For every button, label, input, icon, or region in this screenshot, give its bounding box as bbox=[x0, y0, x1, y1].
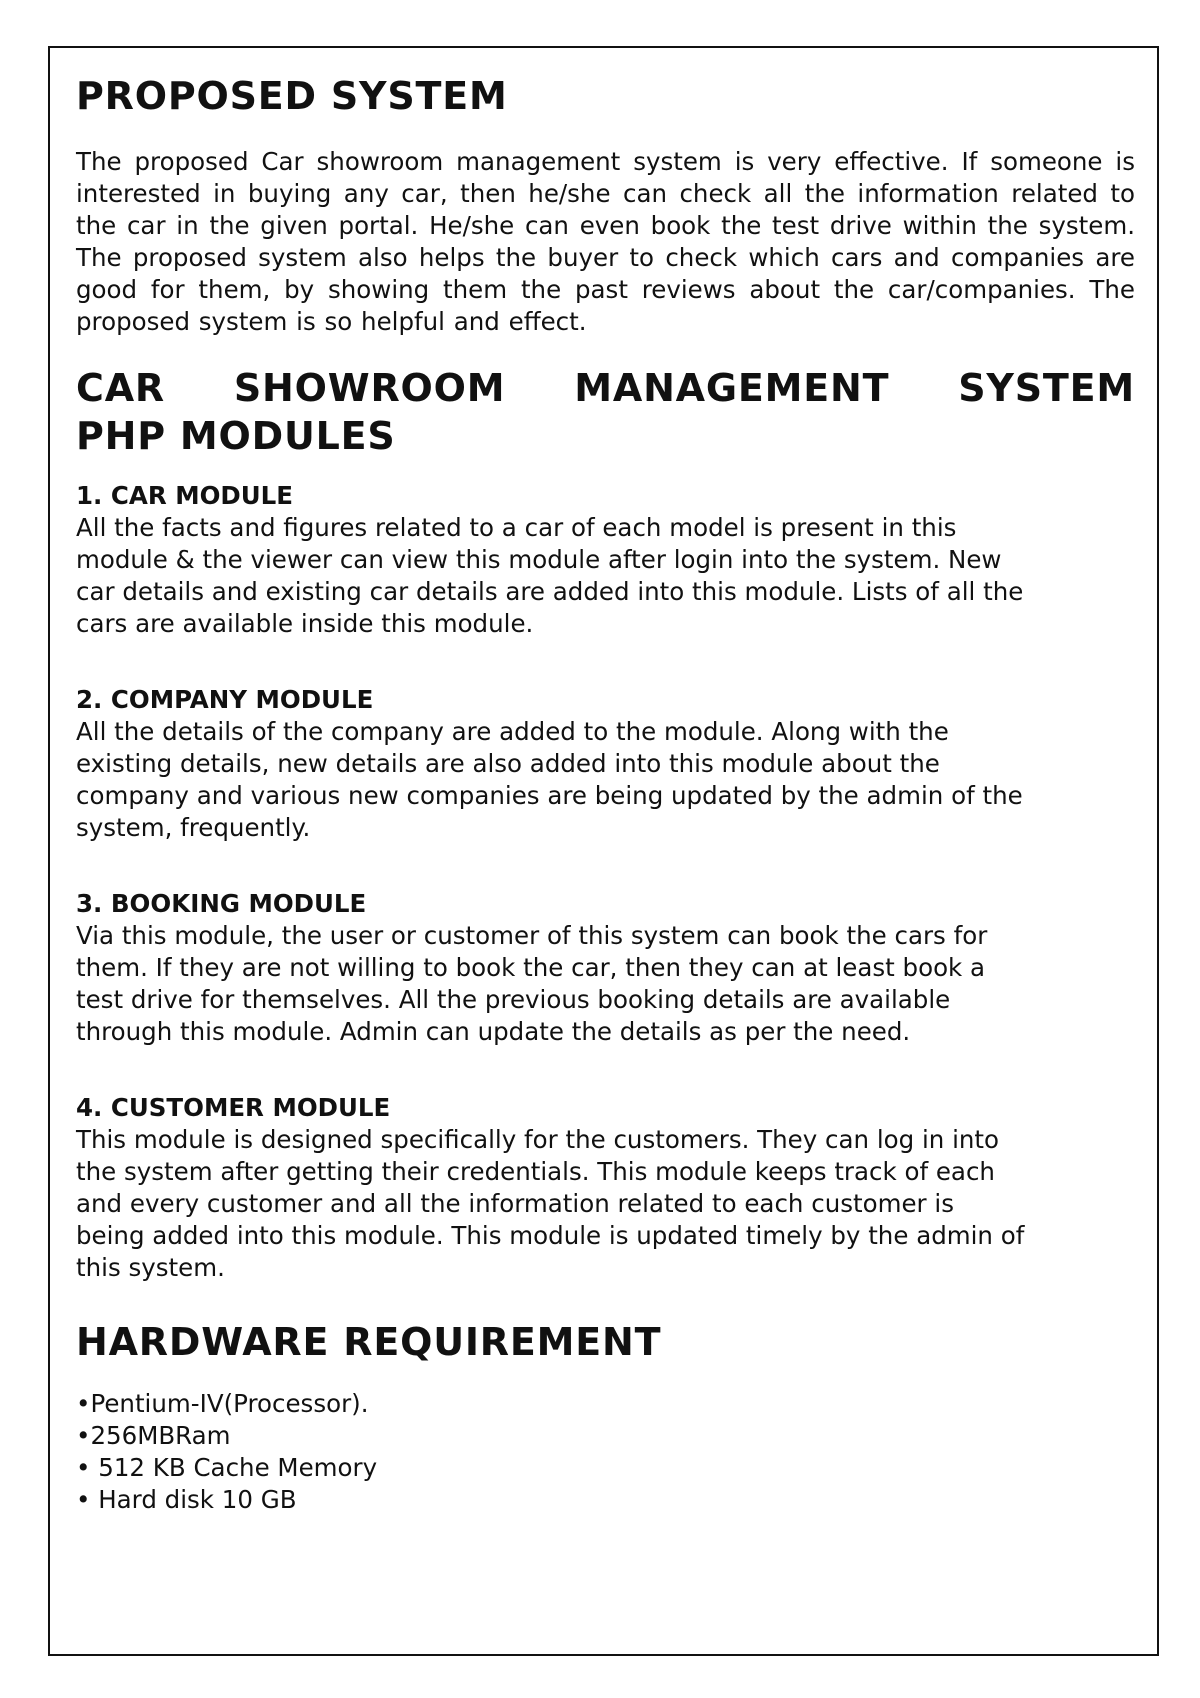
module-heading: 2. COMPANY MODULE bbox=[76, 685, 374, 714]
module-line: All the details of the company are added to the module. Along with the bbox=[76, 717, 949, 746]
module-line: car details and existing car details are added into this module. Lists of all the bbox=[76, 577, 1024, 606]
module-line: system, frequently. bbox=[76, 813, 311, 842]
module-line: module & the viewer can view this module after login into the system. New bbox=[76, 545, 1002, 574]
module-line: test drive for themselves. All the previous booking details are available bbox=[76, 985, 951, 1014]
module-line: existing details, new details are also added into this module about the bbox=[76, 749, 940, 778]
document-content bbox=[76, 72, 1135, 1516]
proposed-system-heading: PROPOSED SYSTEM bbox=[76, 74, 508, 118]
hardware-item: •256MBRam bbox=[76, 1421, 231, 1450]
module-heading: 1. CAR MODULE bbox=[76, 481, 294, 510]
module-line: the system after getting their credentials. This module keeps track of each bbox=[76, 1157, 995, 1186]
module-heading: 3. BOOKING MODULE bbox=[76, 889, 367, 918]
module-heading: 4. CUSTOMER MODULE bbox=[76, 1093, 391, 1122]
module-line: Via this module, the user or customer of this system can book the cars for bbox=[76, 921, 988, 950]
hardware-item: • Hard disk 10 GB bbox=[76, 1485, 297, 1514]
module-customer bbox=[76, 1092, 1135, 1284]
module-line: through this module. Admin can update the details as per the need. bbox=[76, 1017, 911, 1046]
module-line: them. If they are not willing to book the car, then they can at least book a bbox=[76, 953, 986, 982]
module-line: cars are available inside this module. bbox=[76, 609, 534, 638]
module-line: this system. bbox=[76, 1253, 225, 1282]
module-line: being added into this module. This module is updated timely by the admin of bbox=[76, 1221, 1025, 1250]
hardware-item: •Pentium-IV(Processor). bbox=[76, 1389, 369, 1418]
hardware-item: • 512 KB Cache Memory bbox=[76, 1453, 378, 1482]
module-booking bbox=[76, 888, 1135, 1048]
module-line: and every customer and all the information related to each customer is bbox=[76, 1189, 954, 1218]
module-line: All the facts and figures related to a car of each model is present in this bbox=[76, 513, 957, 542]
hardware-list bbox=[76, 1388, 1135, 1516]
modules-heading-line-2: PHP MODULES bbox=[76, 414, 396, 458]
hardware-heading: HARDWARE REQUIREMENT bbox=[76, 1320, 662, 1364]
module-company bbox=[76, 684, 1135, 844]
module-line: company and various new companies are being updated by the admin of the bbox=[76, 781, 1023, 810]
module-car bbox=[76, 480, 1135, 640]
page-border bbox=[48, 46, 1159, 1656]
modules-heading-line-1: CAR SHOWROOM MANAGEMENT SYSTEM bbox=[76, 366, 1135, 410]
proposed-system-paragraph: The proposed Car showroom management system is very effective. If someone is interested in buying any car, then he/she can check all the information related to the car in the given portal. He/she can even book the test drive within the system. The proposed system also helps the buyer to check which cars and companies are good for them, by showing them the past reviews about the car/companies. The proposed system is so helpful and effect. bbox=[76, 147, 1135, 336]
module-line: This module is designed specifically for the customers. They can log in into bbox=[76, 1125, 1000, 1154]
